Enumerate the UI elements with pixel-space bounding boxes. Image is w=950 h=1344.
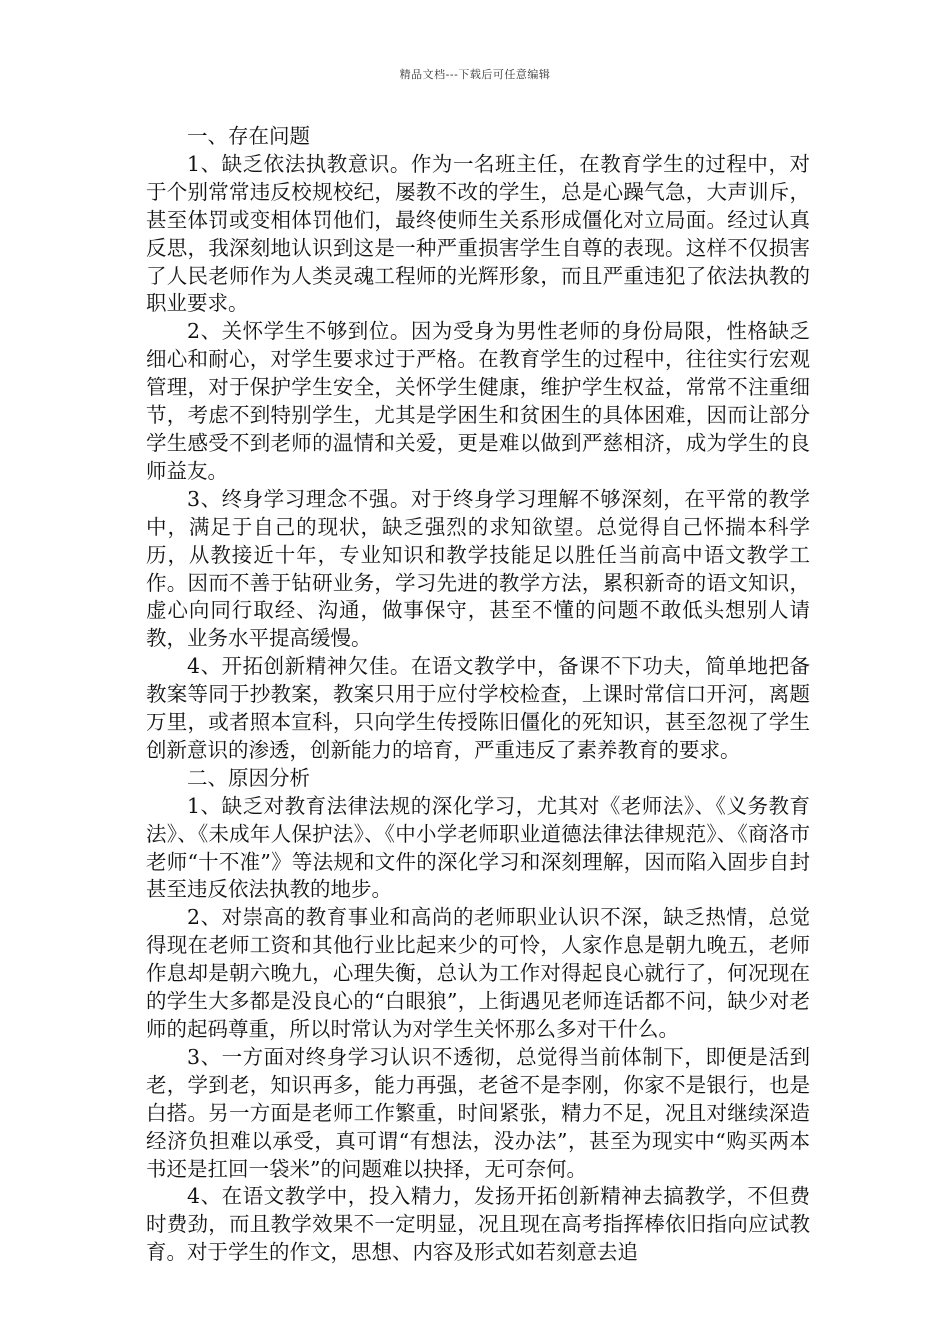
paragraph: 2、对崇高的教育事业和高尚的老师职业认识不深，缺乏热情，总觉得现在老师工资和其他行业比起来少的可怜，人家作息是朝九晚五，老师作息却是朝六晚九，心理失衡，总认为工作对得起良心就行了，何况现在的学生大多都是没良心的“白眼狼”，上街遇见老师连话都不问，缺少对老师的起码尊重，所以时常认为对学生关怀那么多对干什么。 bbox=[146, 905, 810, 1041]
paragraph: 2、关怀学生不够到位。因为受身为男性老师的身份局限，性格缺乏细心和耐心，对学生要求过于严格。在教育学生的过程中，往往实行宏观管理，对于保护学生安全，关怀学生健康，维护学生权益，常常不注重细节，考虑不到特别学生，尤其是学困生和贫困生的具体困难，因而让部分学生感受不到老师的温情和关爱，更是难以做到严慈相济，成为学生的良师益友。 bbox=[146, 319, 810, 483]
section-heading-problems: 一、存在问题 bbox=[187, 124, 310, 148]
section-heading-causes: 二、原因分析 bbox=[187, 765, 310, 790]
page-header: 精品文档---下载后可任意编辑 bbox=[399, 68, 551, 81]
paragraph: 3、一方面对终身学习认识不透彻，总觉得当前体制下，即便是活到老，学到老，知识再多，能力再强，老爸不是李刚，你家不是银行，也是白搭。另一方面是老师工作繁重，时间紧张，精力不足，况且对继续深造经济负担难以承受，真可谓“有想法，没办法”，甚至为现实中“购买两本书还是扛回一袋米”的问题难以抉择，无可奈何。 bbox=[146, 1044, 810, 1181]
paragraph: 1、缺乏依法执教意识。作为一名班主任，在教育学生的过程中，对于个别常常违反校规校纪，屡教不改的学生，总是心躁气急，大声训斥，甚至体罚或变相体罚他们，最终使师生关系形成僵化对立局面。经过认真反思，我深刻地认识到这是一种严重损害学生自尊的表现。这样不仅损害了人民老师作为人类灵魂工程师的光辉形象，而且严重违犯了依法执教的职业要求。 bbox=[146, 151, 810, 316]
paragraph: 3、终身学习理念不强。对于终身学习理解不够深刻，在平常的教学中，满足于自己的现状，缺乏强烈的求知欲望。总觉得自己怀揣本科学历，从教接近十年，专业知识和教学技能足以胜任当前高中语文教学工作。因而不善于钻研业务，学习先进的教学方法，累积新奇的语文知识，虚心向同行取经、沟通，做事保守，甚至不懂的问题不敢低头想别人请教，业务水平提高缓慢。 bbox=[146, 486, 810, 651]
document-body bbox=[146, 123, 810, 1267]
paragraph: 4、在语文教学中，投入精力，发扬开拓创新精神去搞教学，不但费时费劲，而且教学效果不一定明显，况且现在高考指挥棒依旧指向应试教育。对于学生的作文，思想、内容及形式如若刻意去追 bbox=[146, 1184, 810, 1265]
paragraph: 4、开拓创新精神欠佳。在语文教学中，备课不下功夫，简单地把备教案等同于抄教案，教案只用于应付学校检查，上课时常信口开河，离题万里，或者照本宣科，只向学生传授陈旧僵化的死知识，甚至忽视了学生创新意识的渗透，创新能力的培育，严重违反了素养教育的要求。 bbox=[146, 654, 810, 762]
paragraph: 1、缺乏对教育法律法规的深化学习，尤其对《老师法》、《义务教育法》、《未成年人保护法》、《中小学老师职业道德法律法律规范》、《商洛市老师“十不准”》等法规和文件的深化学习和深刻理解，因而陷入固步自封甚至违反依法执教的地步。 bbox=[146, 793, 810, 902]
